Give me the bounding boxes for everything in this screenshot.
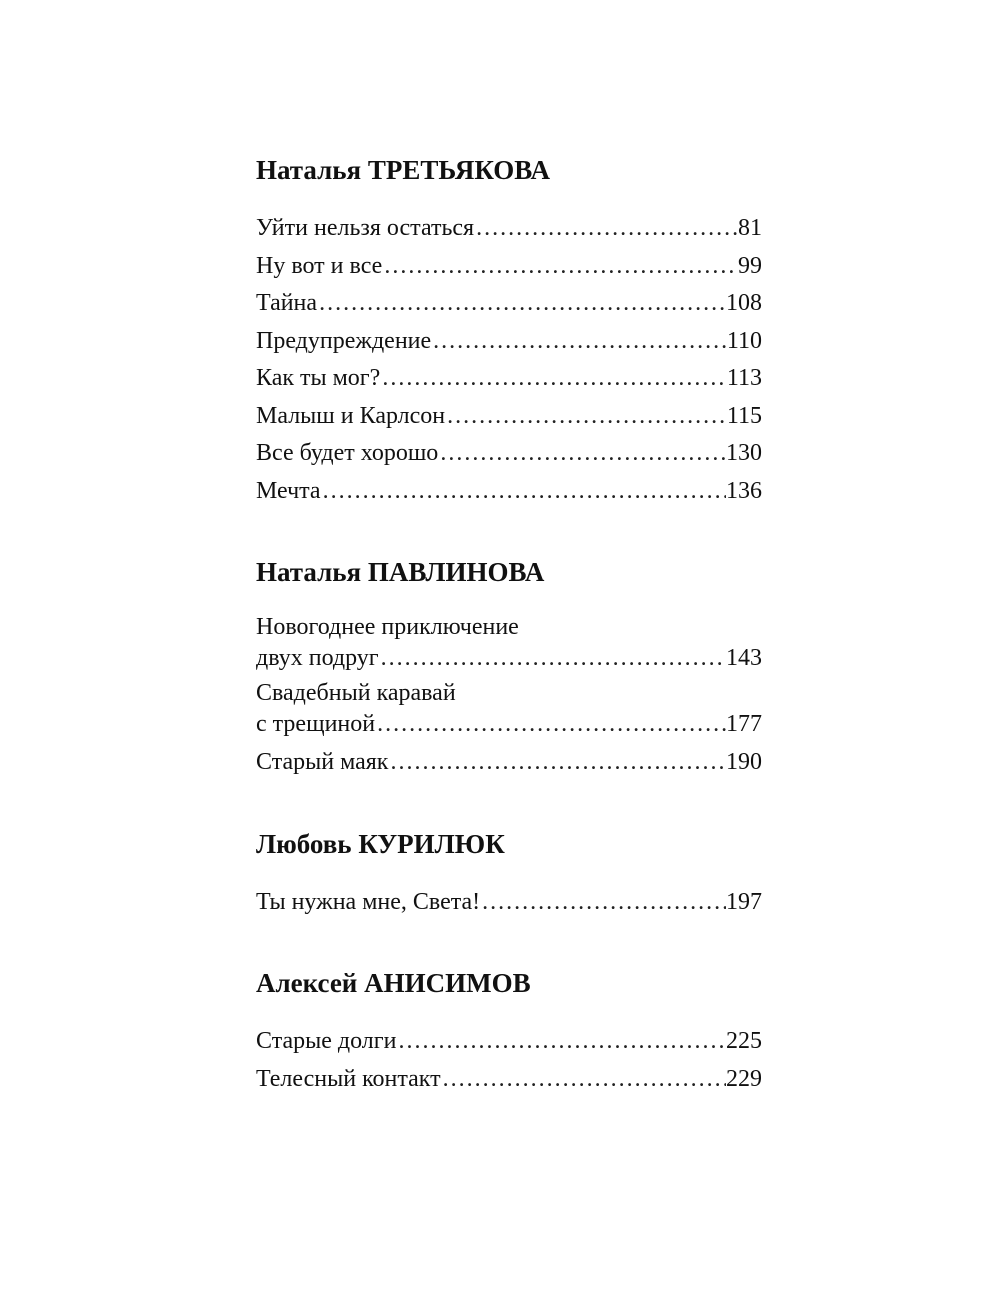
section-pavlinova [256,552,762,782]
leader-dots [441,1061,726,1099]
toc-entry[interactable] [256,1023,762,1061]
entry-page: 81 [738,215,762,241]
toc-entry[interactable] [256,360,762,398]
entry-title: Телесный контакт [256,1065,441,1092]
leader-dots [380,360,727,398]
entry-page: 130 [726,440,762,466]
toc-entry[interactable] [256,744,762,782]
leader-dots [321,473,726,511]
leader-dots [438,435,726,473]
entry-page: 113 [726,365,762,391]
section-tretyakova [256,150,762,510]
entry-page: 99 [738,252,762,279]
entry-title: Мечта [256,477,321,504]
leader-dots [375,708,726,740]
entry-title: Малыш и Карлсон [256,402,446,429]
entry-title: Предупреждение [256,327,432,354]
entry-title: Ты нужна мне, Света! [256,888,481,915]
toc-entry[interactable] [256,210,762,248]
entry-title-line2: двух подруг [256,645,379,671]
entry-page: 143 [726,645,762,671]
toc-entry[interactable] [256,884,762,922]
leader-dots [382,248,738,286]
table-of-contents [256,150,762,1140]
toc-entry[interactable] [256,612,762,674]
leader-dots [474,210,738,248]
toc-entry[interactable] [256,248,762,286]
entry-page: 177 [726,711,762,737]
leader-dots [480,884,726,922]
author-heading: Алексей АНИСИМОВ [256,968,531,998]
toc-entry[interactable] [256,398,762,436]
entry-title-line1: Свадебный каравай [256,680,456,706]
leader-dots [396,1023,726,1061]
section-kurilyuk [256,824,762,922]
toc-entry[interactable] [256,285,762,323]
toc-entry[interactable] [256,435,762,473]
entry-title: Тайна [256,290,318,316]
leader-dots [317,285,726,323]
entry-title-line2: с трещиной [256,711,376,737]
toc-entry[interactable] [256,473,762,511]
entry-title: Все будет хорошо [256,440,439,466]
toc-entry[interactable] [256,678,762,740]
entry-page: 229 [726,1065,762,1092]
entry-page: 197 [726,888,762,915]
entry-title: Ну вот и все [256,252,383,279]
author-heading: Наталья ПАВЛИНОВА [256,557,545,587]
section-anisimov [256,963,762,1098]
entry-title: Старые долги [256,1028,397,1054]
leader-dots [388,744,726,782]
entry-page: 190 [726,749,762,775]
author-heading: Наталья ТРЕТЬЯКОВА [256,155,551,185]
entry-title: Старый маяк [256,749,389,775]
leader-dots [431,323,727,361]
entry-title: Уйти нельзя остаться [256,215,475,241]
author-heading: Любовь КУРИЛЮК [256,828,505,859]
leader-dots [445,398,727,436]
toc-entry[interactable] [256,1061,762,1099]
entry-page: 110 [726,327,762,354]
entry-page: 115 [726,402,762,429]
entry-page: 136 [726,477,762,504]
toc-entry[interactable] [256,323,762,361]
entry-page: 108 [726,290,762,316]
entry-title: Как ты мог? [256,365,381,391]
entry-title-line1: Новогоднее приключение [256,614,519,640]
entry-page: 225 [726,1028,762,1054]
leader-dots [379,642,726,674]
